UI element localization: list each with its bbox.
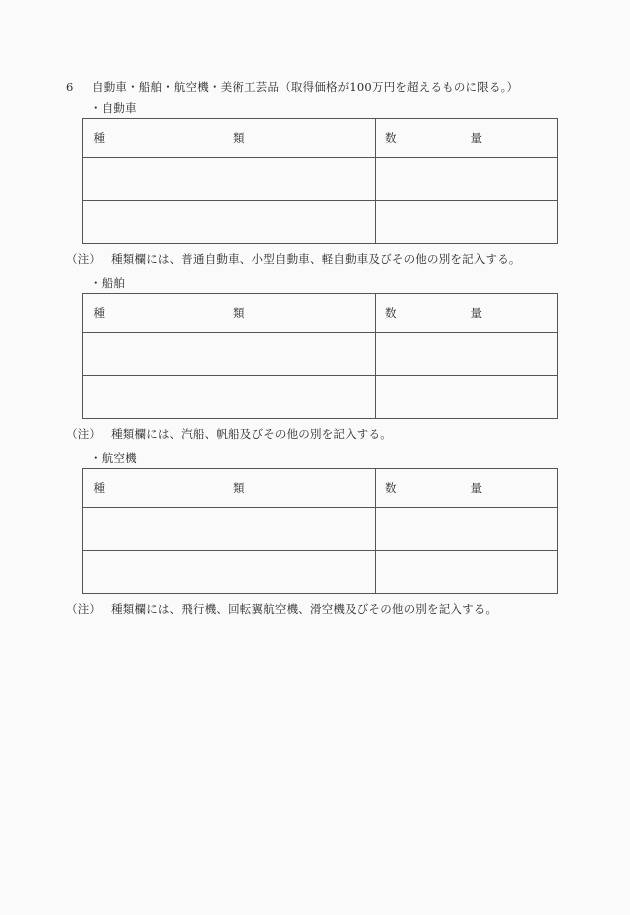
- cell-quantity[interactable]: [376, 158, 558, 201]
- table-row: [83, 158, 558, 201]
- header-cell-quantity: [376, 469, 558, 508]
- cell-quantity[interactable]: [376, 508, 558, 551]
- table-header-row: [83, 119, 558, 158]
- header-cell-quantity: [376, 294, 558, 333]
- cell-type[interactable]: [83, 508, 376, 551]
- header-cell-type: [83, 119, 376, 158]
- header-label-quantity: 数量: [385, 306, 556, 320]
- section-label-vehicles: ・自動車: [90, 101, 137, 115]
- table-header-row: [83, 469, 558, 508]
- header-cell-type: [83, 469, 376, 508]
- heading-text: 自動車・船舶・航空機・美術工芸品（取得価格が100万円を超えるものに限る。）: [92, 80, 519, 94]
- cell-quantity[interactable]: [376, 551, 558, 594]
- cell-quantity[interactable]: [376, 333, 558, 376]
- note-tag: （注）: [66, 427, 102, 441]
- note-tag: （注）: [66, 602, 102, 616]
- table-row: [83, 333, 558, 376]
- table-row: [83, 376, 558, 419]
- note-text: 種類欄には、飛行機、回転翼航空機、滑空機及びその他の別を記入する。: [111, 602, 498, 616]
- table-row: [83, 201, 558, 244]
- header-label-type: 種類: [93, 131, 373, 145]
- cell-type[interactable]: [83, 551, 376, 594]
- heading-number: 6: [66, 80, 74, 94]
- header-label-type: 種類: [93, 481, 373, 495]
- note-text: 種類欄には、汽船、帆船及びその他の別を記入する。: [111, 427, 392, 441]
- note-tag: （注）: [66, 252, 102, 266]
- header-cell-type: [83, 294, 376, 333]
- note-ships: [66, 426, 392, 442]
- table-row: [83, 508, 558, 551]
- form-table-ships: [82, 293, 558, 419]
- header-label-type: 種類: [93, 306, 373, 320]
- form-table-aircraft: [82, 468, 558, 594]
- note-vehicles: [66, 251, 521, 267]
- cell-quantity[interactable]: [376, 201, 558, 244]
- cell-type[interactable]: [83, 333, 376, 376]
- note-aircraft: [66, 601, 497, 617]
- cell-type[interactable]: [83, 376, 376, 419]
- header-label-quantity: 数量: [385, 481, 556, 495]
- form-table-vehicles: [82, 118, 558, 244]
- page-heading: [66, 79, 518, 95]
- cell-type[interactable]: [83, 158, 376, 201]
- header-cell-quantity: [376, 119, 558, 158]
- cell-type[interactable]: [83, 201, 376, 244]
- section-label-aircraft: ・航空機: [90, 451, 137, 465]
- table-row: [83, 551, 558, 594]
- header-label-quantity: 数量: [385, 131, 556, 145]
- table-header-row: [83, 294, 558, 333]
- section-label-ships: ・船舶: [90, 276, 126, 290]
- note-text: 種類欄には、普通自動車、小型自動車、軽自動車及びその他の別を記入する。: [111, 252, 521, 266]
- cell-quantity[interactable]: [376, 376, 558, 419]
